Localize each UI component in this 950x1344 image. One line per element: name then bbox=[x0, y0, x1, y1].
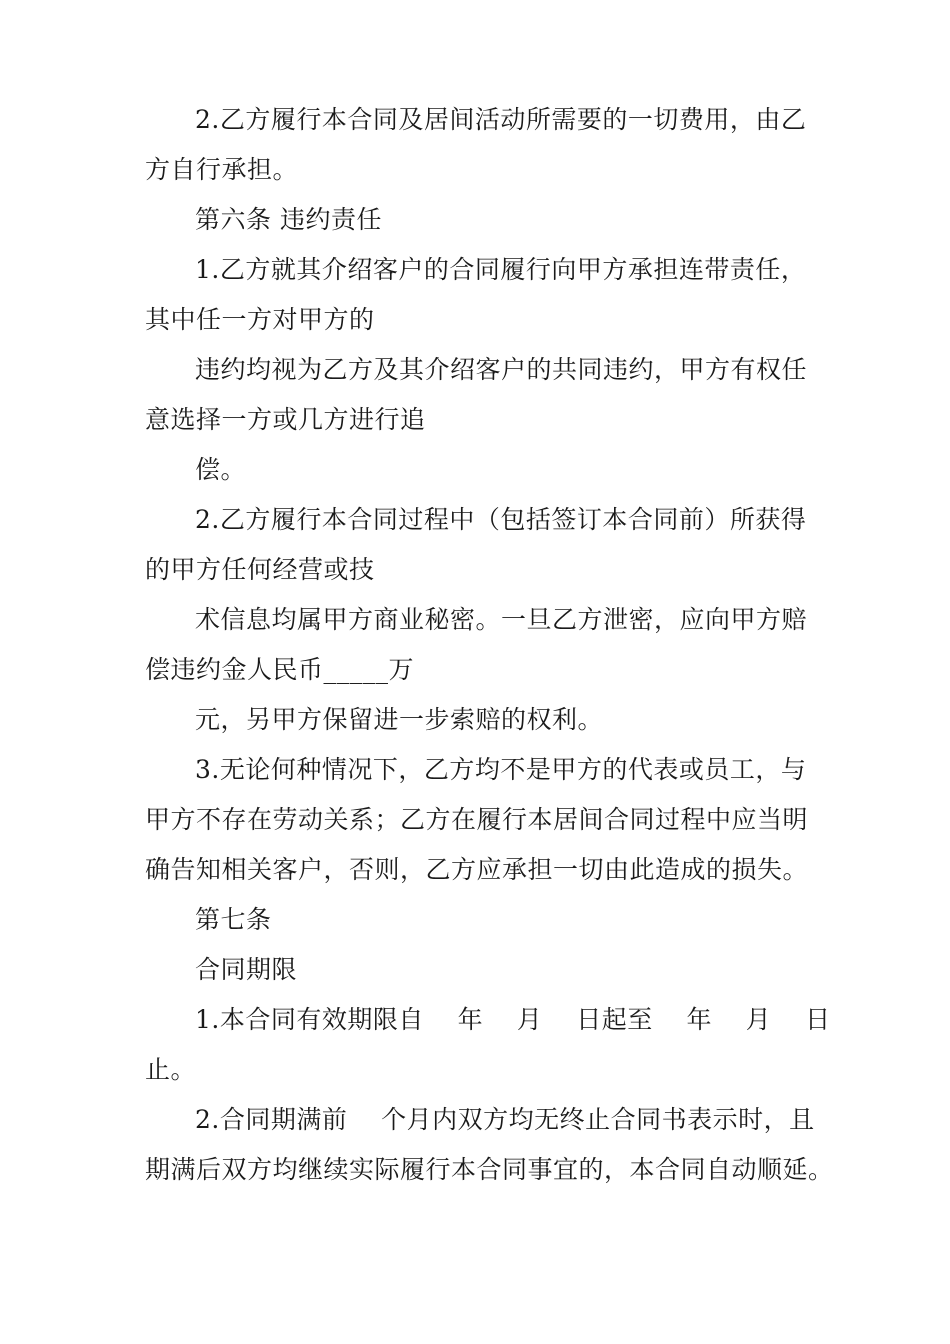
text-line: 偿违约金人民币_____万 bbox=[145, 655, 415, 684]
text-line: 止。 bbox=[145, 1055, 197, 1084]
section-heading: 第六条 违约责任 bbox=[195, 205, 382, 234]
text-line: 意选择一方或几方进行追 bbox=[145, 405, 426, 434]
text-line: 2.乙方履行本合同过程中（包括签订本合同前）所获得 bbox=[195, 505, 807, 534]
text-line: 1.本合同有效期限自 年 月 日起至 年 月 日 bbox=[195, 1005, 831, 1034]
text-line: 期满后双方均继续实际履行本合同事宜的，本合同自动顺延。 bbox=[145, 1155, 834, 1184]
text-line: 偿。 bbox=[195, 455, 247, 484]
text-line: 2.合同期满前 个月内双方均无终止合同书表示时，且 bbox=[195, 1105, 815, 1134]
section-title: 合同期限 bbox=[195, 955, 298, 984]
text-line: 方自行承担。 bbox=[145, 155, 299, 184]
section-heading: 第七条 bbox=[195, 905, 272, 934]
contract-text bbox=[145, 95, 834, 1195]
text-line: 3.无论何种情况下，乙方均不是甲方的代表或员工，与 bbox=[195, 755, 807, 784]
text-line: 的甲方任何经营或技 bbox=[145, 555, 375, 584]
text-line: 违约均视为乙方及其介绍客户的共同违约，甲方有权任 bbox=[195, 355, 808, 384]
text-line: 甲方不存在劳动关系；乙方在履行本居间合同过程中应当明 bbox=[145, 805, 809, 834]
text-line: 2.乙方履行本合同及居间活动所需要的一切费用，由乙 bbox=[195, 105, 807, 134]
text-line: 元，另甲方保留进一步索赔的权利。 bbox=[195, 705, 604, 734]
text-line: 1.乙方就其介绍客户的合同履行向甲方承担连带责任， bbox=[195, 255, 807, 284]
text-line: 确告知相关客户，否则，乙方应承担一切由此造成的损失。 bbox=[145, 855, 809, 884]
text-line: 其中任一方对甲方的 bbox=[145, 305, 375, 334]
text-line: 术信息均属甲方商业秘密。一旦乙方泄密，应向甲方赔 bbox=[195, 605, 808, 634]
